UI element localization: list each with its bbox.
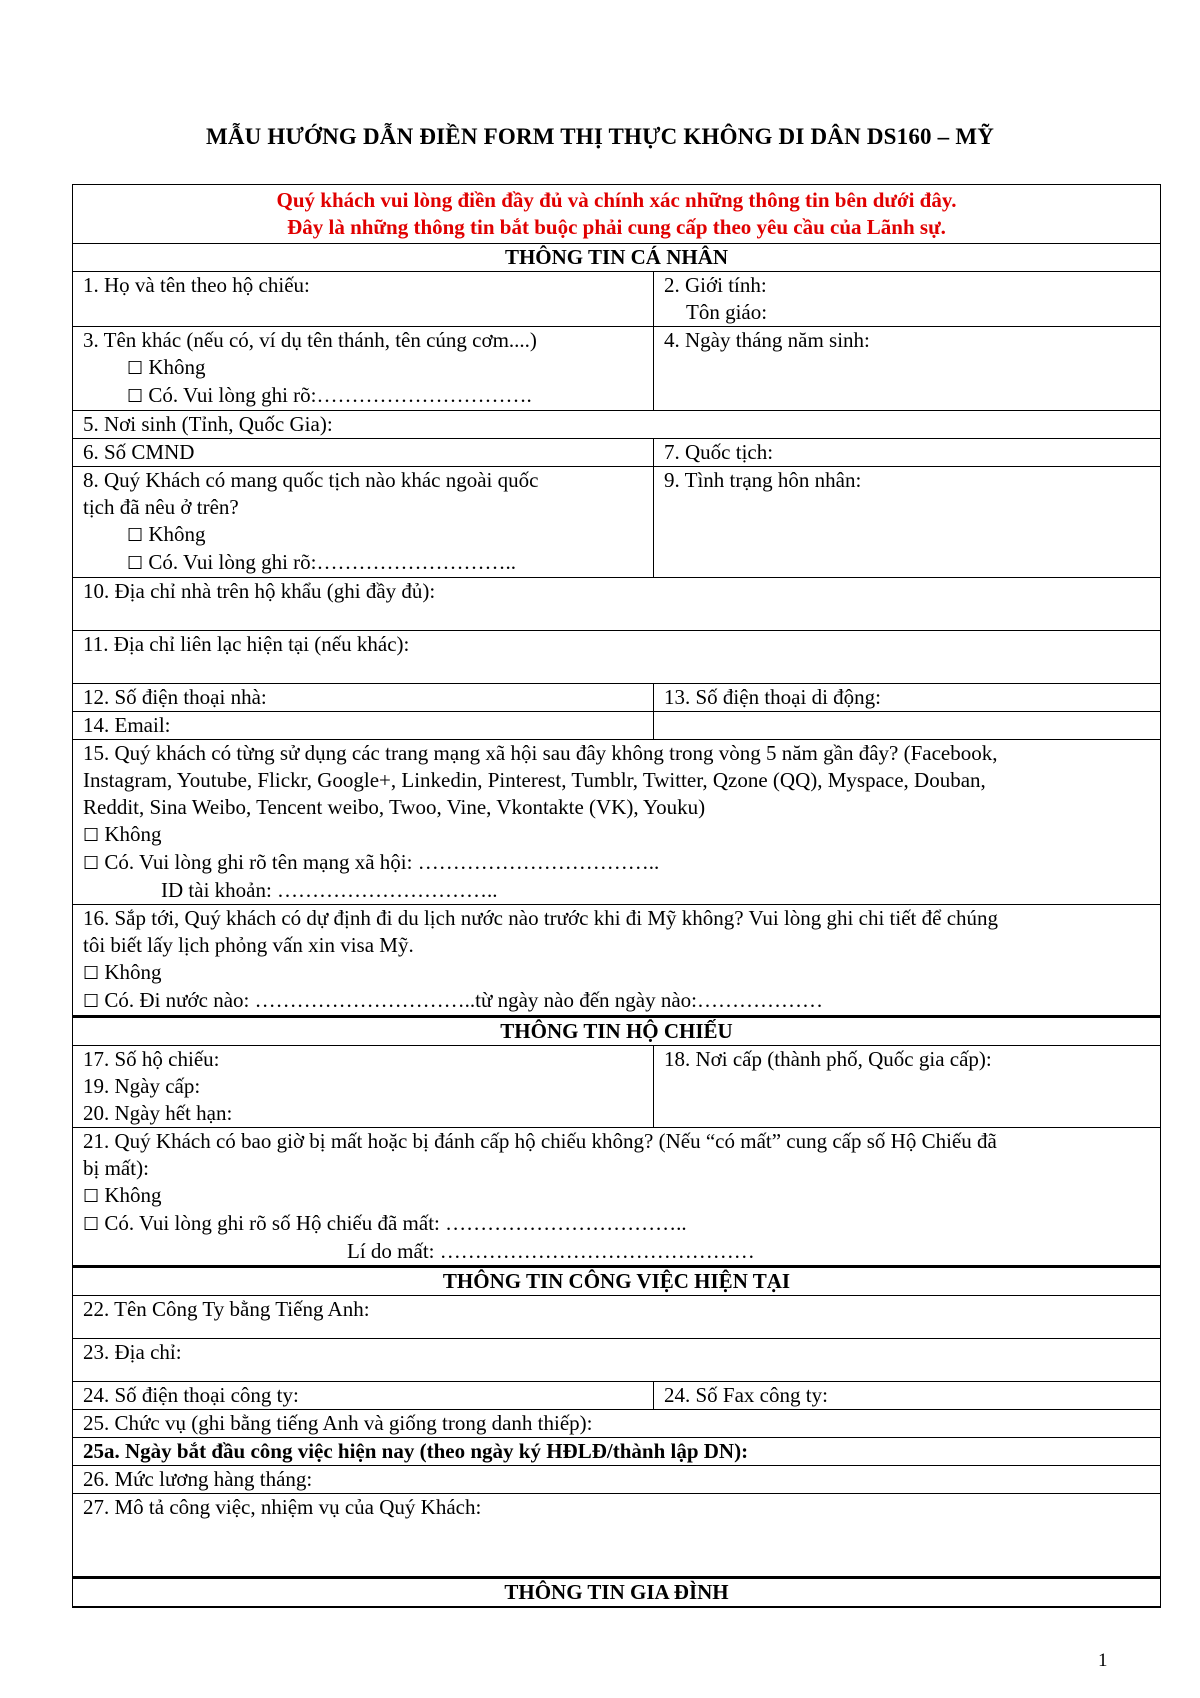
field-marital-status[interactable]: 9. Tình trạng hôn nhân: bbox=[654, 467, 1161, 578]
field-social-media[interactable] bbox=[73, 740, 1161, 905]
field-lost-passport[interactable] bbox=[73, 1128, 1161, 1267]
field-social-media-line-1: 15. Quý khách có từng sử dụng các trang mạng xã hội sau đây không trong vòng 5 năm gần đây? (Facebook, bbox=[83, 741, 998, 765]
field-full-name[interactable]: 1. Họ và tên theo hộ chiếu: bbox=[73, 272, 654, 327]
checkbox-icon[interactable]: ☐ bbox=[83, 853, 100, 874]
field-email-blank bbox=[654, 712, 1161, 740]
section-passport: THÔNG TIN HỘ CHIẾU bbox=[73, 1017, 1161, 1046]
option-yes: Có. Vui lòng ghi rõ tên mạng xã hội: …………………………….. bbox=[104, 850, 660, 874]
field-email[interactable]: 14. Email: bbox=[73, 712, 654, 740]
field-other-names-label: 3. Tên khác (nếu có, ví dụ tên thánh, tên cúng cơm....) bbox=[83, 328, 537, 352]
field-passport-details[interactable] bbox=[73, 1046, 654, 1128]
field-place-of-birth[interactable]: 5. Nơi sinh (Tỉnh, Quốc Gia): bbox=[73, 411, 1161, 439]
field-lost-passport-line-2: bị mất): bbox=[83, 1156, 149, 1180]
document-title: MẪU HƯỚNG DẪN ĐIỀN FORM THỊ THỰC KHÔNG DI DÂN DS160 – MỸ bbox=[205, 124, 995, 149]
field-gender-religion[interactable] bbox=[654, 272, 1161, 327]
field-lost-passport-line-1: 21. Quý Khách có bao giờ bị mất hoặc bị đánh cấp hộ chiếu không? (Nếu “có mất” cung cấp số Hộ Chiếu đã bbox=[83, 1129, 997, 1153]
field-social-media-line-2: Instagram, Youtube, Flickr, Google+, Linkedin, Pinterest, Tumblr, Twitter, Qzone (QQ), Myspace, Douban, bbox=[83, 768, 986, 792]
option-yes: Có. Vui lòng ghi rõ số Hộ chiếu đã mất: …………………………….. bbox=[104, 1211, 687, 1235]
option-no: Không bbox=[104, 822, 162, 846]
option-yes: Có. Vui lòng ghi rõ:…………………………. bbox=[148, 383, 532, 407]
checkbox-icon[interactable]: ☐ bbox=[127, 386, 144, 407]
field-monthly-salary[interactable]: 26. Mức lương hàng tháng: bbox=[73, 1466, 1161, 1494]
field-issue-date: 19. Ngày cấp: bbox=[83, 1074, 201, 1098]
ds160-form-table bbox=[72, 184, 1161, 1608]
field-account-id: ID tài khoản: ………………………….. bbox=[161, 878, 498, 902]
field-other-nationality-label-2: tịch đã nêu ở trên? bbox=[83, 495, 239, 519]
option-no: Không bbox=[104, 1183, 162, 1207]
checkbox-icon[interactable]: ☐ bbox=[83, 991, 100, 1012]
field-travel-plans-line-2: tôi biết lấy lịch phỏng vấn xin visa Mỹ. bbox=[83, 933, 414, 957]
page-number: 1 bbox=[1098, 1650, 1108, 1671]
notice-line-2: Đây là những thông tin bắt buộc phải cung cấp theo yêu cầu của Lãnh sự. bbox=[287, 215, 946, 239]
field-company-name[interactable]: 22. Tên Công Ty bằng Tiếng Anh: bbox=[73, 1296, 1161, 1339]
field-start-date[interactable]: 25a. Ngày bắt đầu công việc hiện nay (theo ngày ký HĐLĐ/thành lập DN): bbox=[73, 1438, 1161, 1466]
field-other-names[interactable] bbox=[73, 327, 654, 411]
field-other-nationality-label-1: 8. Quý Khách có mang quốc tịch nào khác ngoài quốc bbox=[83, 468, 539, 492]
checkbox-icon[interactable]: ☐ bbox=[83, 1214, 100, 1235]
field-expiry-date: 20. Ngày hết hạn: bbox=[83, 1101, 233, 1125]
section-family: THÔNG TIN GIA ĐÌNH bbox=[73, 1578, 1161, 1608]
notice-row bbox=[73, 185, 1161, 244]
field-company-phone[interactable]: 24. Số điện thoại công ty: bbox=[73, 1382, 654, 1410]
field-religion-label: Tôn giáo: bbox=[686, 300, 768, 324]
field-place-of-issue[interactable]: 18. Nơi cấp (thành phố, Quốc gia cấp): bbox=[654, 1046, 1161, 1128]
field-current-address[interactable]: 11. Địa chỉ liên lạc hiện tại (nếu khác): bbox=[73, 631, 1161, 684]
checkbox-icon[interactable]: ☐ bbox=[127, 358, 144, 379]
field-home-phone[interactable]: 12. Số điện thoại nhà: bbox=[73, 684, 654, 712]
field-nationality[interactable]: 7. Quốc tịch: bbox=[654, 439, 1161, 467]
field-date-of-birth[interactable]: 4. Ngày tháng năm sinh: bbox=[654, 327, 1161, 411]
option-no: Không bbox=[104, 960, 162, 984]
section-work: THÔNG TIN CÔNG VIỆC HIỆN TẠI bbox=[73, 1267, 1161, 1296]
field-gender-label: 2. Giới tính: bbox=[664, 273, 767, 297]
notice-line-1: Quý khách vui lòng điền đầy đủ và chính xác những thông tin bên dưới đây. bbox=[276, 188, 957, 212]
field-id-number[interactable]: 6. Số CMND bbox=[73, 439, 654, 467]
option-yes: Có. Vui lòng ghi rõ:……………………….. bbox=[148, 550, 517, 574]
field-travel-plans[interactable] bbox=[73, 905, 1161, 1017]
checkbox-icon[interactable]: ☐ bbox=[127, 525, 144, 546]
field-position[interactable]: 25. Chức vụ (ghi bằng tiếng Anh và giống trong danh thiếp): bbox=[73, 1410, 1161, 1438]
option-no: Không bbox=[148, 355, 206, 379]
field-mobile-phone[interactable]: 13. Số điện thoại di động: bbox=[654, 684, 1161, 712]
checkbox-icon[interactable]: ☐ bbox=[83, 963, 100, 984]
field-loss-reason: Lí do mất: ……………………………………… bbox=[347, 1239, 755, 1263]
option-no: Không bbox=[148, 522, 206, 546]
field-social-media-line-3: Reddit, Sina Weibo, Tencent weibo, Twoo, Vine, Vkontakte (VK), Youku) bbox=[83, 795, 706, 819]
checkbox-icon[interactable]: ☐ bbox=[127, 553, 144, 574]
checkbox-icon[interactable]: ☐ bbox=[83, 825, 100, 846]
field-job-description[interactable]: 27. Mô tả công việc, nhiệm vụ của Quý Khách: bbox=[73, 1494, 1161, 1578]
field-permanent-address[interactable]: 10. Địa chỉ nhà trên hộ khẩu (ghi đầy đủ): bbox=[73, 578, 1161, 631]
option-yes: Có. Đi nước nào: …………………………..từ ngày nào đến ngày nào:……………… bbox=[104, 988, 824, 1012]
field-travel-plans-line-1: 16. Sắp tới, Quý khách có dự định đi du lịch nước nào trước khi đi Mỹ không? Vui lòng ghi chi tiết để chúng bbox=[83, 906, 999, 930]
field-company-fax[interactable]: 24. Số Fax công ty: bbox=[654, 1382, 1161, 1410]
field-company-address[interactable]: 23. Địa chỉ: bbox=[73, 1339, 1161, 1382]
field-other-nationality[interactable] bbox=[73, 467, 654, 578]
checkbox-icon[interactable]: ☐ bbox=[83, 1186, 100, 1207]
section-personal: THÔNG TIN CÁ NHÂN bbox=[73, 244, 1161, 272]
field-passport-number: 17. Số hộ chiếu: bbox=[83, 1047, 220, 1071]
